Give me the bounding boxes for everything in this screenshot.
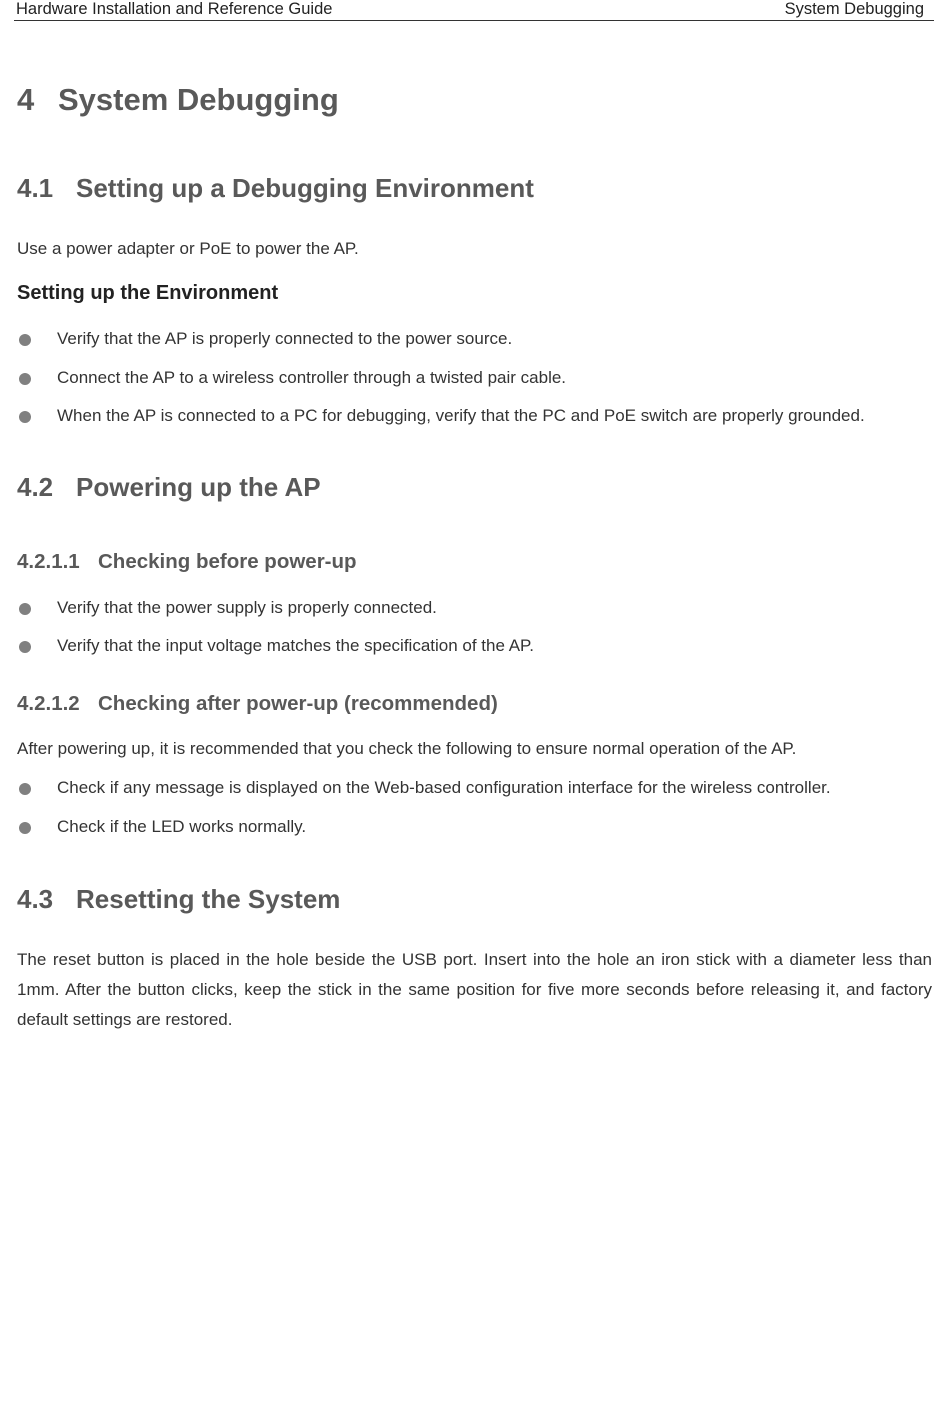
list-item-text: Verify that the power supply is properly connected. xyxy=(57,598,437,617)
subsection-title: Checking after power-up (recommended) xyxy=(98,692,498,715)
page-header xyxy=(14,0,934,21)
bullet-icon xyxy=(19,641,31,653)
subsection-number: 4.2.1.2 xyxy=(17,692,80,715)
list-item-text: Check if the LED works normally. xyxy=(57,817,307,836)
section-4-3-heading xyxy=(17,884,340,915)
section-4-1-heading xyxy=(17,173,534,204)
list-item-text: Check if any message is displayed on the Web-based configuration interface for the wireless controller. xyxy=(57,778,831,797)
subsection-title: Checking before power-up xyxy=(98,550,357,573)
section-title: Setting up a Debugging Environment xyxy=(76,173,534,203)
bullet-icon xyxy=(19,783,31,795)
subsection-number: 4.2.1.1 xyxy=(17,550,80,573)
section-number: 4.3 xyxy=(17,884,54,914)
bullet-icon xyxy=(19,822,31,834)
list-item-text: Verify that the input voltage matches the specification of the AP. xyxy=(57,636,534,655)
subsection-4-2-1-2-intro: After powering up, it is recommended that you check the following to ensure normal operation of the AP. xyxy=(17,739,797,758)
section-number: 4.1 xyxy=(17,173,54,203)
section-4-2-heading xyxy=(17,472,321,503)
section-title: Resetting the System xyxy=(76,884,341,914)
section-4-1-intro: Use a power adapter or PoE to power the AP. xyxy=(17,239,359,258)
section-number: 4.2 xyxy=(17,472,54,502)
bullet-icon xyxy=(19,373,31,385)
list-item-text: Verify that the AP is properly connected to the power source. xyxy=(57,329,513,348)
bullet-icon xyxy=(19,603,31,615)
bullet-icon xyxy=(19,334,31,346)
subsection-4-2-1-2-heading xyxy=(17,692,498,716)
chapter-number: 4 xyxy=(17,82,35,117)
list-item-text: Connect the AP to a wireless controller through a twisted pair cable. xyxy=(57,368,567,387)
section-title: Powering up the AP xyxy=(76,472,321,502)
header-guide-title: Hardware Installation and Reference Guide xyxy=(16,0,333,18)
reset-instructions-paragraph: The reset button is placed in the hole beside the USB port. Insert into the hole an iron stick with a diameter less than 1mm. After the button clicks, keep the stick in the same position for five more seconds before releasing it, and factory default settings are restored. xyxy=(17,950,932,1029)
chapter-title: System Debugging xyxy=(58,82,339,117)
list-item-text: When the AP is connected to a PC for debugging, verify that the PC and PoE switch are properly grounded. xyxy=(57,406,865,425)
bullet-icon xyxy=(19,411,31,423)
chapter-heading xyxy=(17,82,339,118)
header-section-title: System Debugging xyxy=(784,0,924,18)
environment-subheading: Setting up the Environment xyxy=(17,282,279,304)
subsection-4-2-1-1-heading xyxy=(17,550,357,574)
